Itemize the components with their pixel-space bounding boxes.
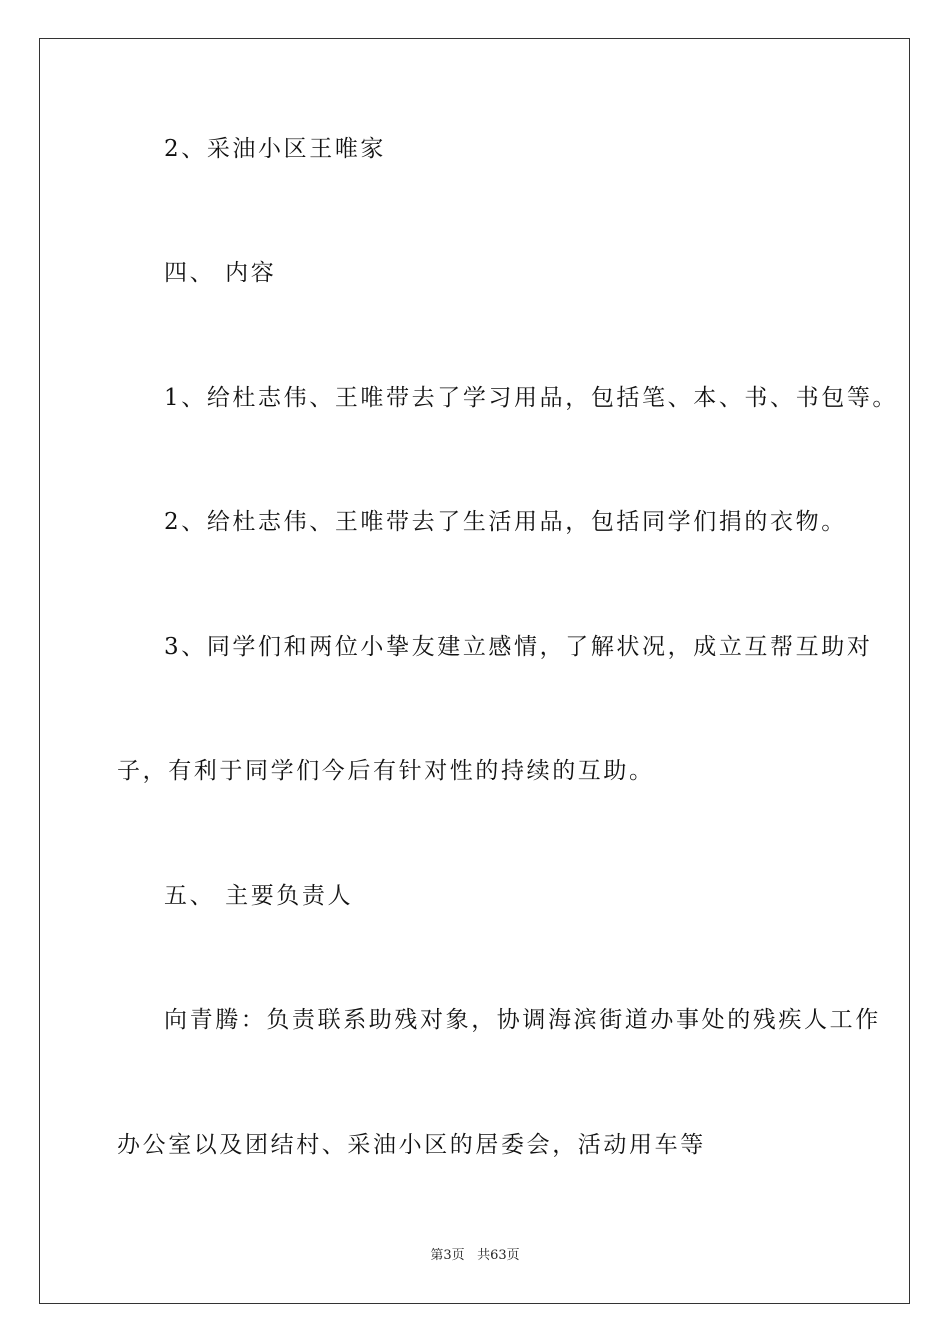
responsible-person-line-2: 办公室以及团结村、采油小区的居委会，活动用车等 [117,1132,706,1158]
page-total: 共63页 [477,1248,520,1263]
content-item-2: 2、给杜志伟、王唯带去了生活用品，包括同学们捐的衣物。 [164,509,847,535]
page-border [39,38,910,1304]
page-footer [0,1248,950,1264]
section-heading-responsible: 五、 主要负责人 [164,883,354,909]
responsible-person-line-1: 向青腾：负责联系助残对象，协调海滨街道办事处的残疾人工作 [164,1007,881,1033]
content-item-1: 1、给杜志伟、王唯带去了学习用品，包括笔、本、书、书包等。 [164,385,899,411]
list-item-location-2: 2、采油小区王唯家 [164,136,387,162]
section-heading-content: 四、 内容 [164,260,277,286]
page-number: 第3页 [430,1248,465,1263]
content-item-3-line-1: 3、同学们和两位小挚友建立感情，了解状况，成立互帮互助对 [164,634,873,660]
content-item-3-line-2: 子，有利于同学们今后有针对性的持续的互助。 [117,758,655,784]
